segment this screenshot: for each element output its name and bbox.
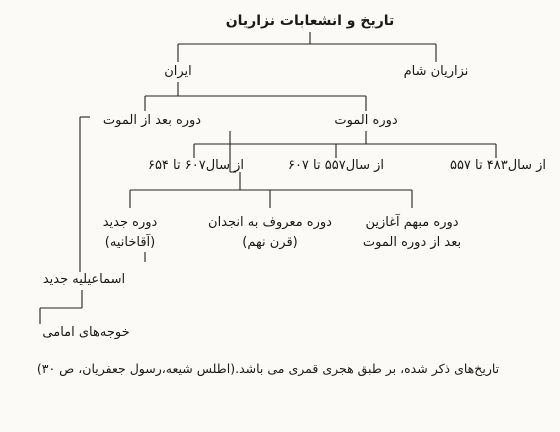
diagram-caption: تاریخ‌های ذکر شده، بر طبق هجری قمری می باشد.(اطلس شیعه،رسول جعفریان، ص ۳۰) <box>36 361 500 376</box>
diagram-title: تاریخ و انشعابات نزاریان <box>225 13 395 29</box>
node-post-alamut: دوره بعد از الموت <box>102 113 202 128</box>
node-iran: ایران <box>164 64 192 79</box>
node-early-obscure-line2: بعد از دوره الموت <box>362 235 462 250</box>
node-imami-khojas: خوجه‌های امامی <box>42 325 130 340</box>
node-nizari-sham: نزاریان شام <box>403 64 469 79</box>
node-alamut-period-3: از سال۶۰۷ تا ۶۵۴ <box>147 158 245 173</box>
node-early-obscure-line1: دوره مبهم آغازین <box>365 215 459 230</box>
node-new-ismailiyya: اسماعیلیه جدید <box>42 272 126 287</box>
node-alamut-period-1: از سال۴۸۳ تا ۵۵۷ <box>449 158 547 173</box>
node-new-period-line1: دوره جدید <box>102 215 158 230</box>
node-new-period-line2: (آقاخانیه) <box>104 235 156 250</box>
node-anjudan-line1: دوره معروف به انجدان <box>208 215 332 230</box>
node-alamut: دوره الموت <box>334 113 398 128</box>
node-alamut-period-2: از سال۵۵۷ تا ۶۰۷ <box>287 158 385 173</box>
node-anjudan-line2: (قرن نهم) <box>242 235 298 250</box>
